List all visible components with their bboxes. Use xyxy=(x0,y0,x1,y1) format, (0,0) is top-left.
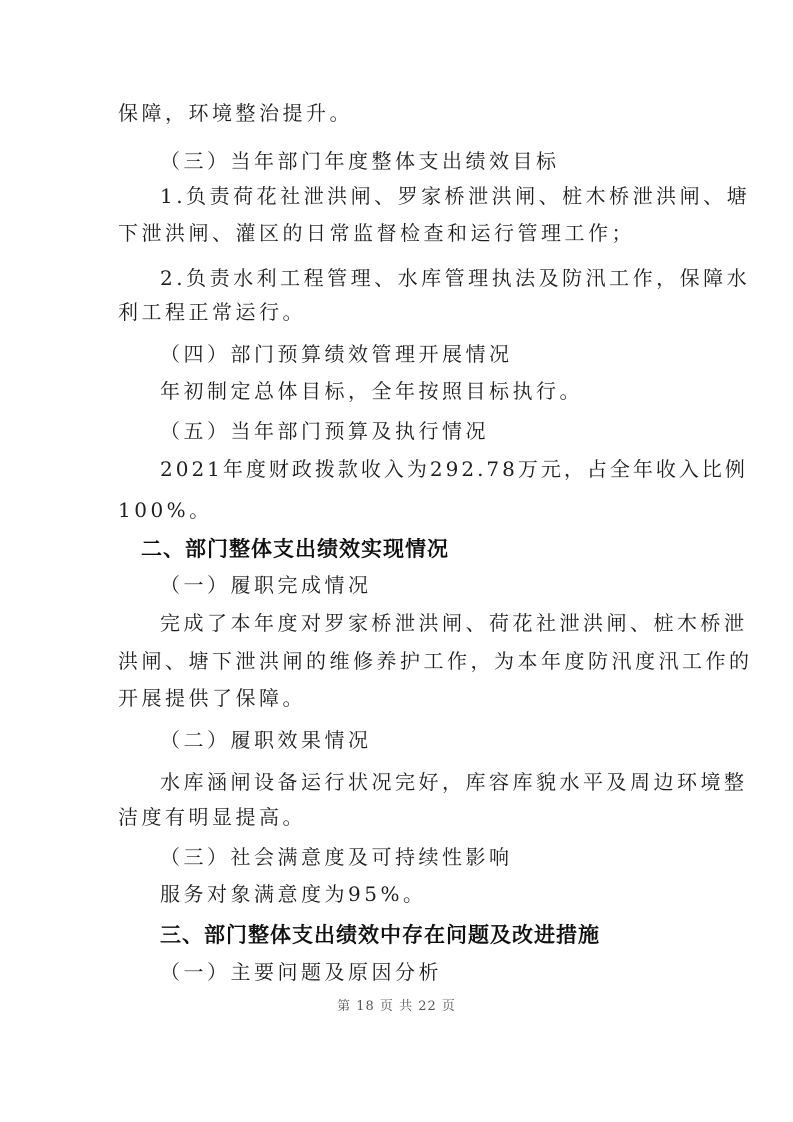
paragraph-line: 年初制定总体目标，全年按照目标执行。 xyxy=(160,379,583,403)
paragraph-line: 2.负责水利工程管理、水库管理执法及防汛工作，保障水 xyxy=(160,266,751,290)
subsection-heading: （四）部门预算绩效管理开展情况 xyxy=(160,342,513,366)
page-number-footer: 第 18 页 共 22 页 xyxy=(337,999,456,1014)
paragraph-line: 洪闸、塘下泄洪闸的维修养护工作，为本年度防汛度汛工作的 xyxy=(118,649,753,673)
paragraph-line: 开展提供了保障。 xyxy=(118,686,306,710)
paragraph-line: 服务对象满意度为95%。 xyxy=(160,882,427,906)
paragraph-line: 1.负责荷花社泄洪闸、罗家桥泄洪闸、桩木桥泄洪闸、塘 xyxy=(160,184,751,208)
paragraph-line: 洁度有明显提高。 xyxy=(118,805,306,829)
subsection-heading: （三）当年部门年度整体支出绩效目标 xyxy=(160,149,560,173)
section-heading: 三、部门整体支出绩效中存在问题及改进措施 xyxy=(160,923,600,947)
subsection-heading: （三）社会满意度及可持续性影响 xyxy=(160,845,513,869)
paragraph-line: 100%。 xyxy=(118,498,213,522)
subsection-heading: （一）履职完成情况 xyxy=(160,573,372,597)
subsection-heading: （一）主要问题及原因分析 xyxy=(160,960,442,984)
paragraph-line: 保障，环境整治提升。 xyxy=(118,101,353,125)
paragraph-line: 利工程正常运行。 xyxy=(118,300,306,324)
paragraph-line: 2021年度财政拨款收入为292.78万元，占全年收入比例 xyxy=(160,457,748,481)
section-heading: 二、部门整体支出绩效实现情况 xyxy=(141,537,449,561)
subsection-heading: （五）当年部门预算及执行情况 xyxy=(160,419,489,443)
paragraph-line: 下泄洪闸、灌区的日常监督检查和运行管理工作； xyxy=(118,221,635,245)
paragraph-line: 完成了本年度对罗家桥泄洪闸、荷花社泄洪闸、桩木桥泄 xyxy=(160,611,748,635)
paragraph-line: 水库涵闸设备运行状况完好，库容库貌水平及周边环境整 xyxy=(160,770,748,794)
subsection-heading: （二）履职效果情况 xyxy=(160,728,372,752)
